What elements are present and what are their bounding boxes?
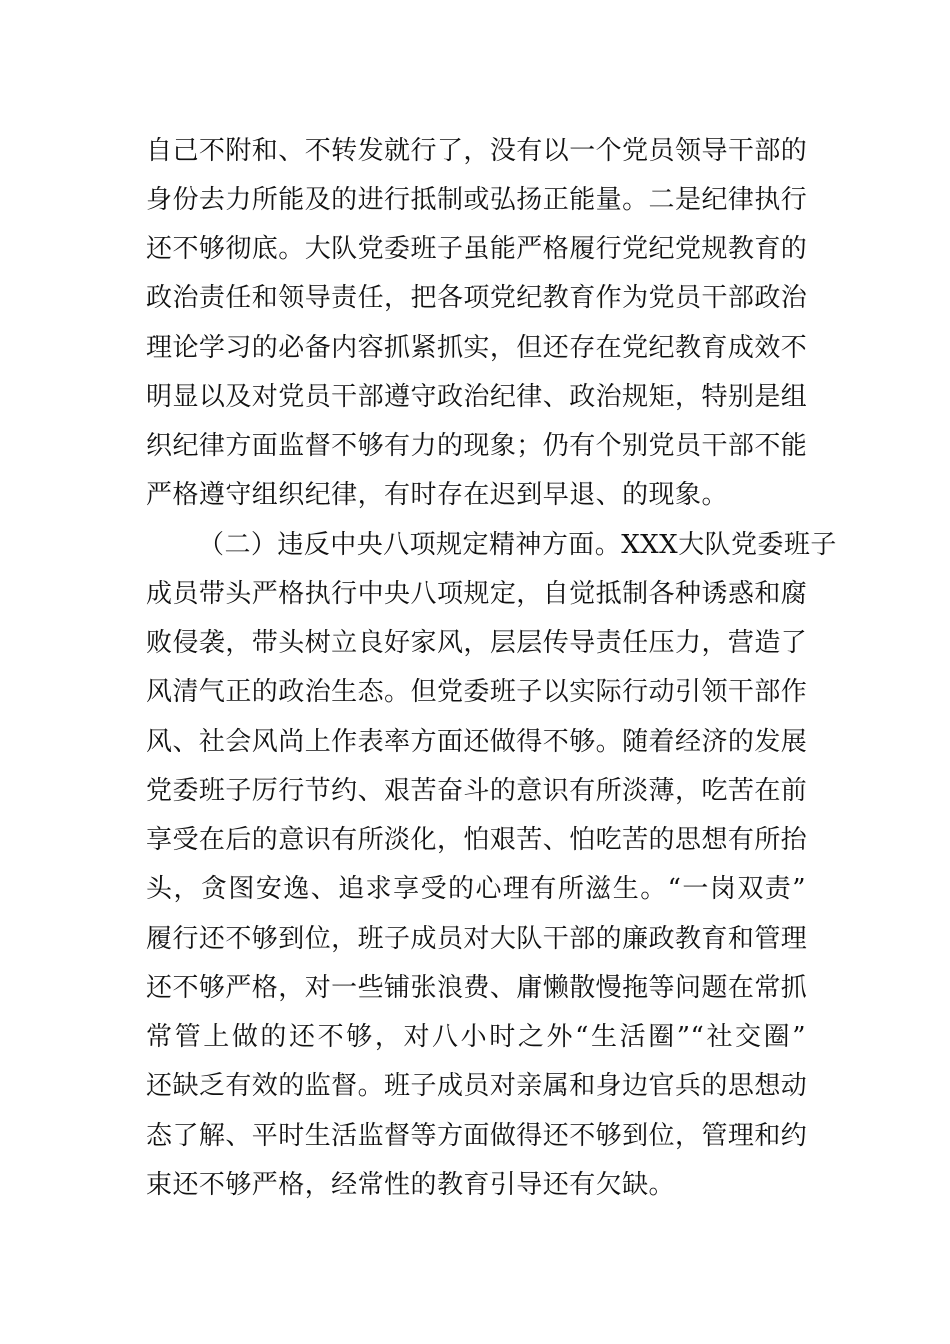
text-line: 履行还不够到位，班子成员对大队干部的廉政教育和管理 bbox=[146, 924, 808, 954]
text-line: 还不够彻底。大队党委班子虽能严格履行党纪党规教育的 bbox=[146, 234, 808, 264]
text-line: 政治责任和领导责任，把各项党纪教育作为党员干部政治 bbox=[146, 283, 808, 313]
text-line: 风清气正的政治生态。但党委班子以实际行动引领干部作 bbox=[146, 677, 808, 707]
text-line: 明显以及对党员干部遵守政治纪律、政治规矩，特别是组 bbox=[146, 382, 808, 412]
text-line: 还缺乏有效的监督。班子成员对亲属和身边官兵的思想动 bbox=[146, 1071, 808, 1101]
text-line: 理论学习的必备内容抓紧抓实，但还存在党纪教育成效不 bbox=[146, 333, 808, 363]
text-line: 常管上做的还不够，对八小时之外“生活圈”“社交圈” bbox=[146, 1022, 806, 1052]
text-line: 头，贪图安逸、追求享受的心理有所滋生。“一岗双责” bbox=[146, 874, 806, 904]
text-line: 严格遵守组织纪律，有时存在迟到早退、的现象。 bbox=[146, 480, 728, 510]
text-line: 败侵袭，带头树立良好家风，层层传导责任压力，营造了 bbox=[146, 628, 808, 658]
text-line: 还不够严格，对一些铺张浪费、庸懒散慢拖等问题在常抓 bbox=[146, 973, 808, 1003]
text-line: 享受在后的意识有所淡化，怕艰苦、怕吃苦的思想有所抬 bbox=[146, 825, 808, 855]
text-line: 党委班子厉行节约、艰苦奋斗的意识有所淡薄，吃苦在前 bbox=[146, 776, 808, 806]
text-line: 身份去力所能及的进行抵制或弘扬正能量。二是纪律执行 bbox=[146, 185, 808, 215]
text-line: 风、社会风尚上作表率方面还做得不够。随着经济的发展 bbox=[146, 727, 808, 757]
text-line: 织纪律方面监督不够有力的现象；仍有个别党员干部不能 bbox=[146, 431, 808, 461]
text-line: 束还不够严格，经常性的教育引导还有欠缺。 bbox=[146, 1170, 676, 1200]
text-line: 自己不附和、不转发就行了，没有以一个党员领导干部的 bbox=[146, 136, 808, 166]
text-line: 态了解、平时生活监督等方面做得还不够到位，管理和约 bbox=[146, 1121, 808, 1151]
text-line: 成员带头严格执行中央八项规定，自觉抵制各种诱惑和腐 bbox=[146, 579, 808, 609]
section-heading-line: （二）违反中央八项规定精神方面。XXX大队党委班子 bbox=[198, 530, 837, 560]
